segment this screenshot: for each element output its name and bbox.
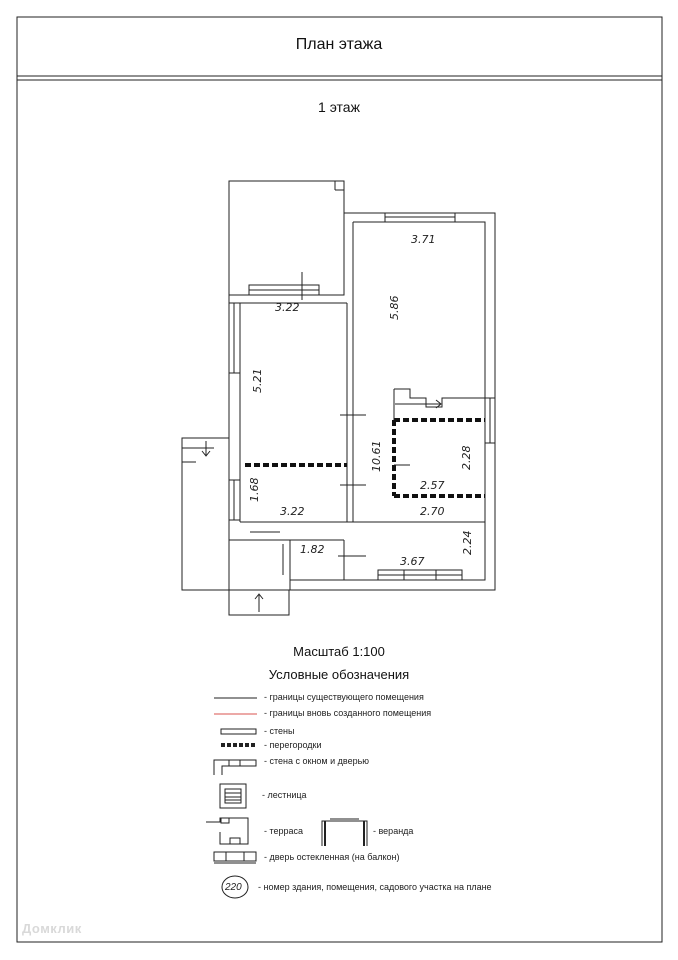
doors [250,272,410,575]
dim-label: 3.22 [280,505,305,518]
windows [229,213,495,580]
legend-terrace-symbol [206,818,248,844]
dim-label: 10.61 [370,440,383,472]
legend-existing-boundary: - границы существующего помещения [264,692,424,702]
legend-wall-window-door: - стена с окном и дверью [264,756,370,766]
exterior-walls [182,181,495,590]
legend-title: Условные обозначения [268,667,410,682]
legend-new-boundary: - границы вновь созданного помещения [264,708,432,718]
dim-label: 5.21 [251,368,264,393]
dim-label: 1.82 [300,543,325,556]
legend-veranda-symbol [322,821,367,846]
dim-label: 3.22 [275,301,300,314]
legend-stairs-symbol [220,784,246,808]
floor-label: 1 этаж [318,99,360,115]
legend-terrace: - терраса [264,826,304,836]
legend-number-desc: - номер здания, помещения, садового участка на плане [258,882,492,892]
legend-veranda: - веранда [373,826,414,836]
legend-partitions: - перегородки [264,740,322,750]
watermark: Домклик [22,921,82,936]
entrance-steps [182,441,289,615]
dim-label: 2.28 [460,445,473,470]
legend-stairs: - лестница [262,790,307,800]
dim-label: 1.68 [248,477,261,502]
dim-label: 3.67 [400,555,425,568]
legend-window-door-symbol [214,760,256,775]
dim-label: 2.70 [420,505,445,518]
legend-walls: - стены [264,726,295,736]
legend-glazed-door-symbol [214,852,256,861]
legend-glazed-door: - дверь остекленная (на балкон) [264,852,400,862]
legend-number-mark: 220 [225,882,242,893]
legend-wall-symbol [221,729,256,734]
dim-label: 5.86 [388,295,401,320]
dim-label: 2.24 [461,530,474,555]
stairs-symbol [394,389,485,420]
dim-label: 2.57 [420,479,445,492]
scale-label: Масштаб 1:100 [293,644,385,659]
page-title: План этажа [295,36,383,53]
dim-label: 3.71 [411,233,436,246]
page-frame [17,17,662,942]
